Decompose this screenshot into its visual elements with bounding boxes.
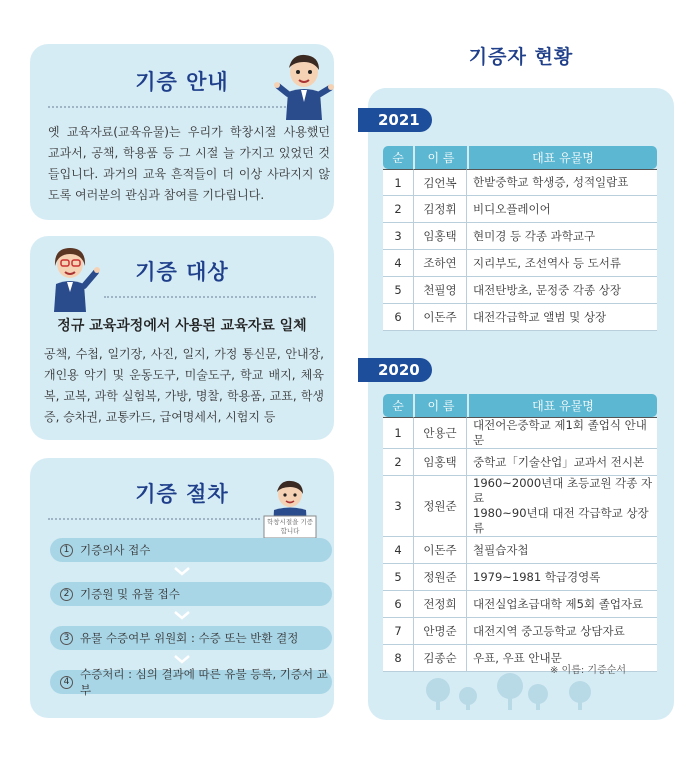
cell-name: 안용근 bbox=[413, 417, 467, 449]
cell-name: 정원준 bbox=[413, 564, 467, 591]
table-row bbox=[383, 277, 657, 304]
sign-text: 학창시절을 기증합니다 bbox=[266, 518, 314, 535]
cell-no: 5 bbox=[383, 564, 413, 591]
procedure-step-3 bbox=[50, 626, 332, 650]
col-header-no: 순 bbox=[383, 394, 413, 417]
target-card bbox=[30, 236, 334, 440]
cell-item: 대전실업초급대학 제5회 졸업자료 bbox=[467, 591, 657, 618]
cell-item: 대전각급학교 앨범 및 상장 bbox=[467, 304, 657, 331]
cell-name: 이돈주 bbox=[413, 537, 467, 564]
intro-card bbox=[30, 44, 334, 220]
step-number: 4 bbox=[60, 676, 73, 689]
table-row bbox=[383, 591, 657, 618]
cell-item: 대전어은중학교 제1회 졸업식 안내문 bbox=[467, 417, 657, 449]
step-label: 수증처리 : 심의 결과에 따른 유물 등록, 기증서 교부 bbox=[80, 667, 328, 697]
step-label: 기증원 및 유물 접수 bbox=[80, 587, 180, 601]
cell-name: 정원준 bbox=[413, 476, 467, 537]
cell-item: 현미경 등 각종 과학교구 bbox=[467, 223, 657, 250]
step-number: 2 bbox=[60, 588, 73, 601]
cell-no: 8 bbox=[383, 645, 413, 672]
cell-item: 우표, 우표 안내문 bbox=[467, 645, 657, 672]
table-row bbox=[383, 618, 657, 645]
table-row bbox=[383, 449, 657, 476]
table-row bbox=[383, 196, 657, 223]
cell-no: 4 bbox=[383, 250, 413, 277]
cell-name: 천필영 bbox=[413, 277, 467, 304]
table-note: ※ 이름: 기증순서 bbox=[550, 665, 627, 676]
cell-name: 임홍택 bbox=[413, 449, 467, 476]
year-tag-2021: 2021 bbox=[358, 108, 432, 132]
table-row bbox=[383, 476, 657, 537]
step-number: 3 bbox=[60, 632, 73, 645]
procedure-step-1 bbox=[50, 538, 332, 562]
teacher-woman-icon bbox=[42, 242, 102, 312]
target-title: 기증 대상 bbox=[135, 260, 229, 284]
cell-item: 대전탄방초, 문정중 각종 상장 bbox=[467, 277, 657, 304]
cell-item: 철필습자첩 bbox=[467, 537, 657, 564]
cell-item: 비디오플레이어 bbox=[467, 196, 657, 223]
intro-text: 옛 교육자료(교육유물)는 우리가 학창시절 사용했던 교과서, 공책, 학용품 등 그 시절 늘 가지고 있었던 것들입니다. 과거의 교육 흔적들이 더 이상 사라지지 않도록 여러분의 관심과 참여를 기다립니다. bbox=[48, 125, 330, 202]
cell-item: 한밭중학교 학생증, 성적일람표 bbox=[467, 169, 657, 196]
procedure-divider bbox=[48, 518, 260, 520]
cell-item: 중학교「기술산업」교과서 전시본 bbox=[467, 449, 657, 476]
donors-table-2020 bbox=[383, 394, 657, 672]
donors-table-2021 bbox=[383, 146, 657, 331]
table-row bbox=[383, 564, 657, 591]
cell-no: 5 bbox=[383, 277, 413, 304]
col-header-item: 대표 유물명 bbox=[467, 146, 657, 169]
table-row bbox=[383, 304, 657, 331]
cell-item-line: 1960~2000년대 초등교원 각종 자료 bbox=[473, 476, 653, 505]
step-label: 유물 수증여부 위원회 : 수증 또는 반환 결정 bbox=[80, 631, 299, 645]
target-text: 공책, 수첩, 일기장, 사진, 일지, 가정 통신문, 안내장, 개인용 악기 및 운동도구, 미술도구, 학교 배지, 체육복, 교복, 과학 실험복, 가방, 명찰, 학용품, 교표, 학생증, 승차권, 교통카드, 급여명세서, 시험지 등 bbox=[44, 347, 324, 424]
cell-no: 1 bbox=[383, 417, 413, 449]
table-row bbox=[383, 417, 657, 449]
donors-title: 기증자 현황 bbox=[468, 46, 574, 68]
cell-no: 6 bbox=[383, 591, 413, 618]
cell-no: 7 bbox=[383, 618, 413, 645]
target-divider bbox=[104, 296, 316, 298]
cell-name: 조하연 bbox=[413, 250, 467, 277]
cell-name: 전정희 bbox=[413, 591, 467, 618]
cell-item: 지리부도, 조선역사 등 도서류 bbox=[467, 250, 657, 277]
chevron-down-icon bbox=[173, 566, 191, 576]
step-label: 기증의사 접수 bbox=[80, 543, 151, 557]
intro-divider bbox=[48, 106, 306, 108]
table-row bbox=[383, 537, 657, 564]
cell-item: 1979~1981 학급경영록 bbox=[467, 564, 657, 591]
cell-item: 대전지역 중고등학교 상담자료 bbox=[467, 618, 657, 645]
chevron-down-icon bbox=[173, 654, 191, 664]
cell-name: 안명준 bbox=[413, 618, 467, 645]
cell-item-line: 1980~90년대 대전 각급학교 상장류 bbox=[473, 506, 649, 535]
cell-no: 2 bbox=[383, 449, 413, 476]
table-row bbox=[383, 169, 657, 196]
step-number: 1 bbox=[60, 544, 73, 557]
table-row bbox=[383, 223, 657, 250]
cell-name: 임홍택 bbox=[413, 223, 467, 250]
procedure-step-2 bbox=[50, 582, 332, 606]
cell-no: 4 bbox=[383, 537, 413, 564]
procedure-card bbox=[30, 458, 334, 718]
col-header-name: 이 름 bbox=[413, 146, 467, 169]
teacher-man-icon bbox=[274, 50, 334, 120]
cell-name: 김언복 bbox=[413, 169, 467, 196]
cell-no: 2 bbox=[383, 196, 413, 223]
cell-no: 3 bbox=[383, 223, 413, 250]
cell-no: 3 bbox=[383, 476, 413, 537]
procedure-title: 기증 절차 bbox=[135, 482, 229, 506]
cell-no: 1 bbox=[383, 169, 413, 196]
target-headline: 정규 교육과정에서 사용된 교육자료 일체 bbox=[57, 318, 307, 334]
cell-item bbox=[467, 476, 657, 537]
tree-icon bbox=[420, 672, 620, 712]
cell-name: 이돈주 bbox=[413, 304, 467, 331]
cell-name: 김정휘 bbox=[413, 196, 467, 223]
intro-title: 기증 안내 bbox=[135, 70, 229, 94]
procedure-step-4 bbox=[50, 667, 332, 697]
cell-name: 김종순 bbox=[413, 645, 467, 672]
col-header-item: 대표 유물명 bbox=[467, 394, 657, 417]
chevron-down-icon bbox=[173, 610, 191, 620]
year-tag-2020: 2020 bbox=[358, 358, 432, 382]
col-header-name: 이 름 bbox=[413, 394, 467, 417]
col-header-no: 순 bbox=[383, 146, 413, 169]
table-row bbox=[383, 250, 657, 277]
cell-no: 6 bbox=[383, 304, 413, 331]
